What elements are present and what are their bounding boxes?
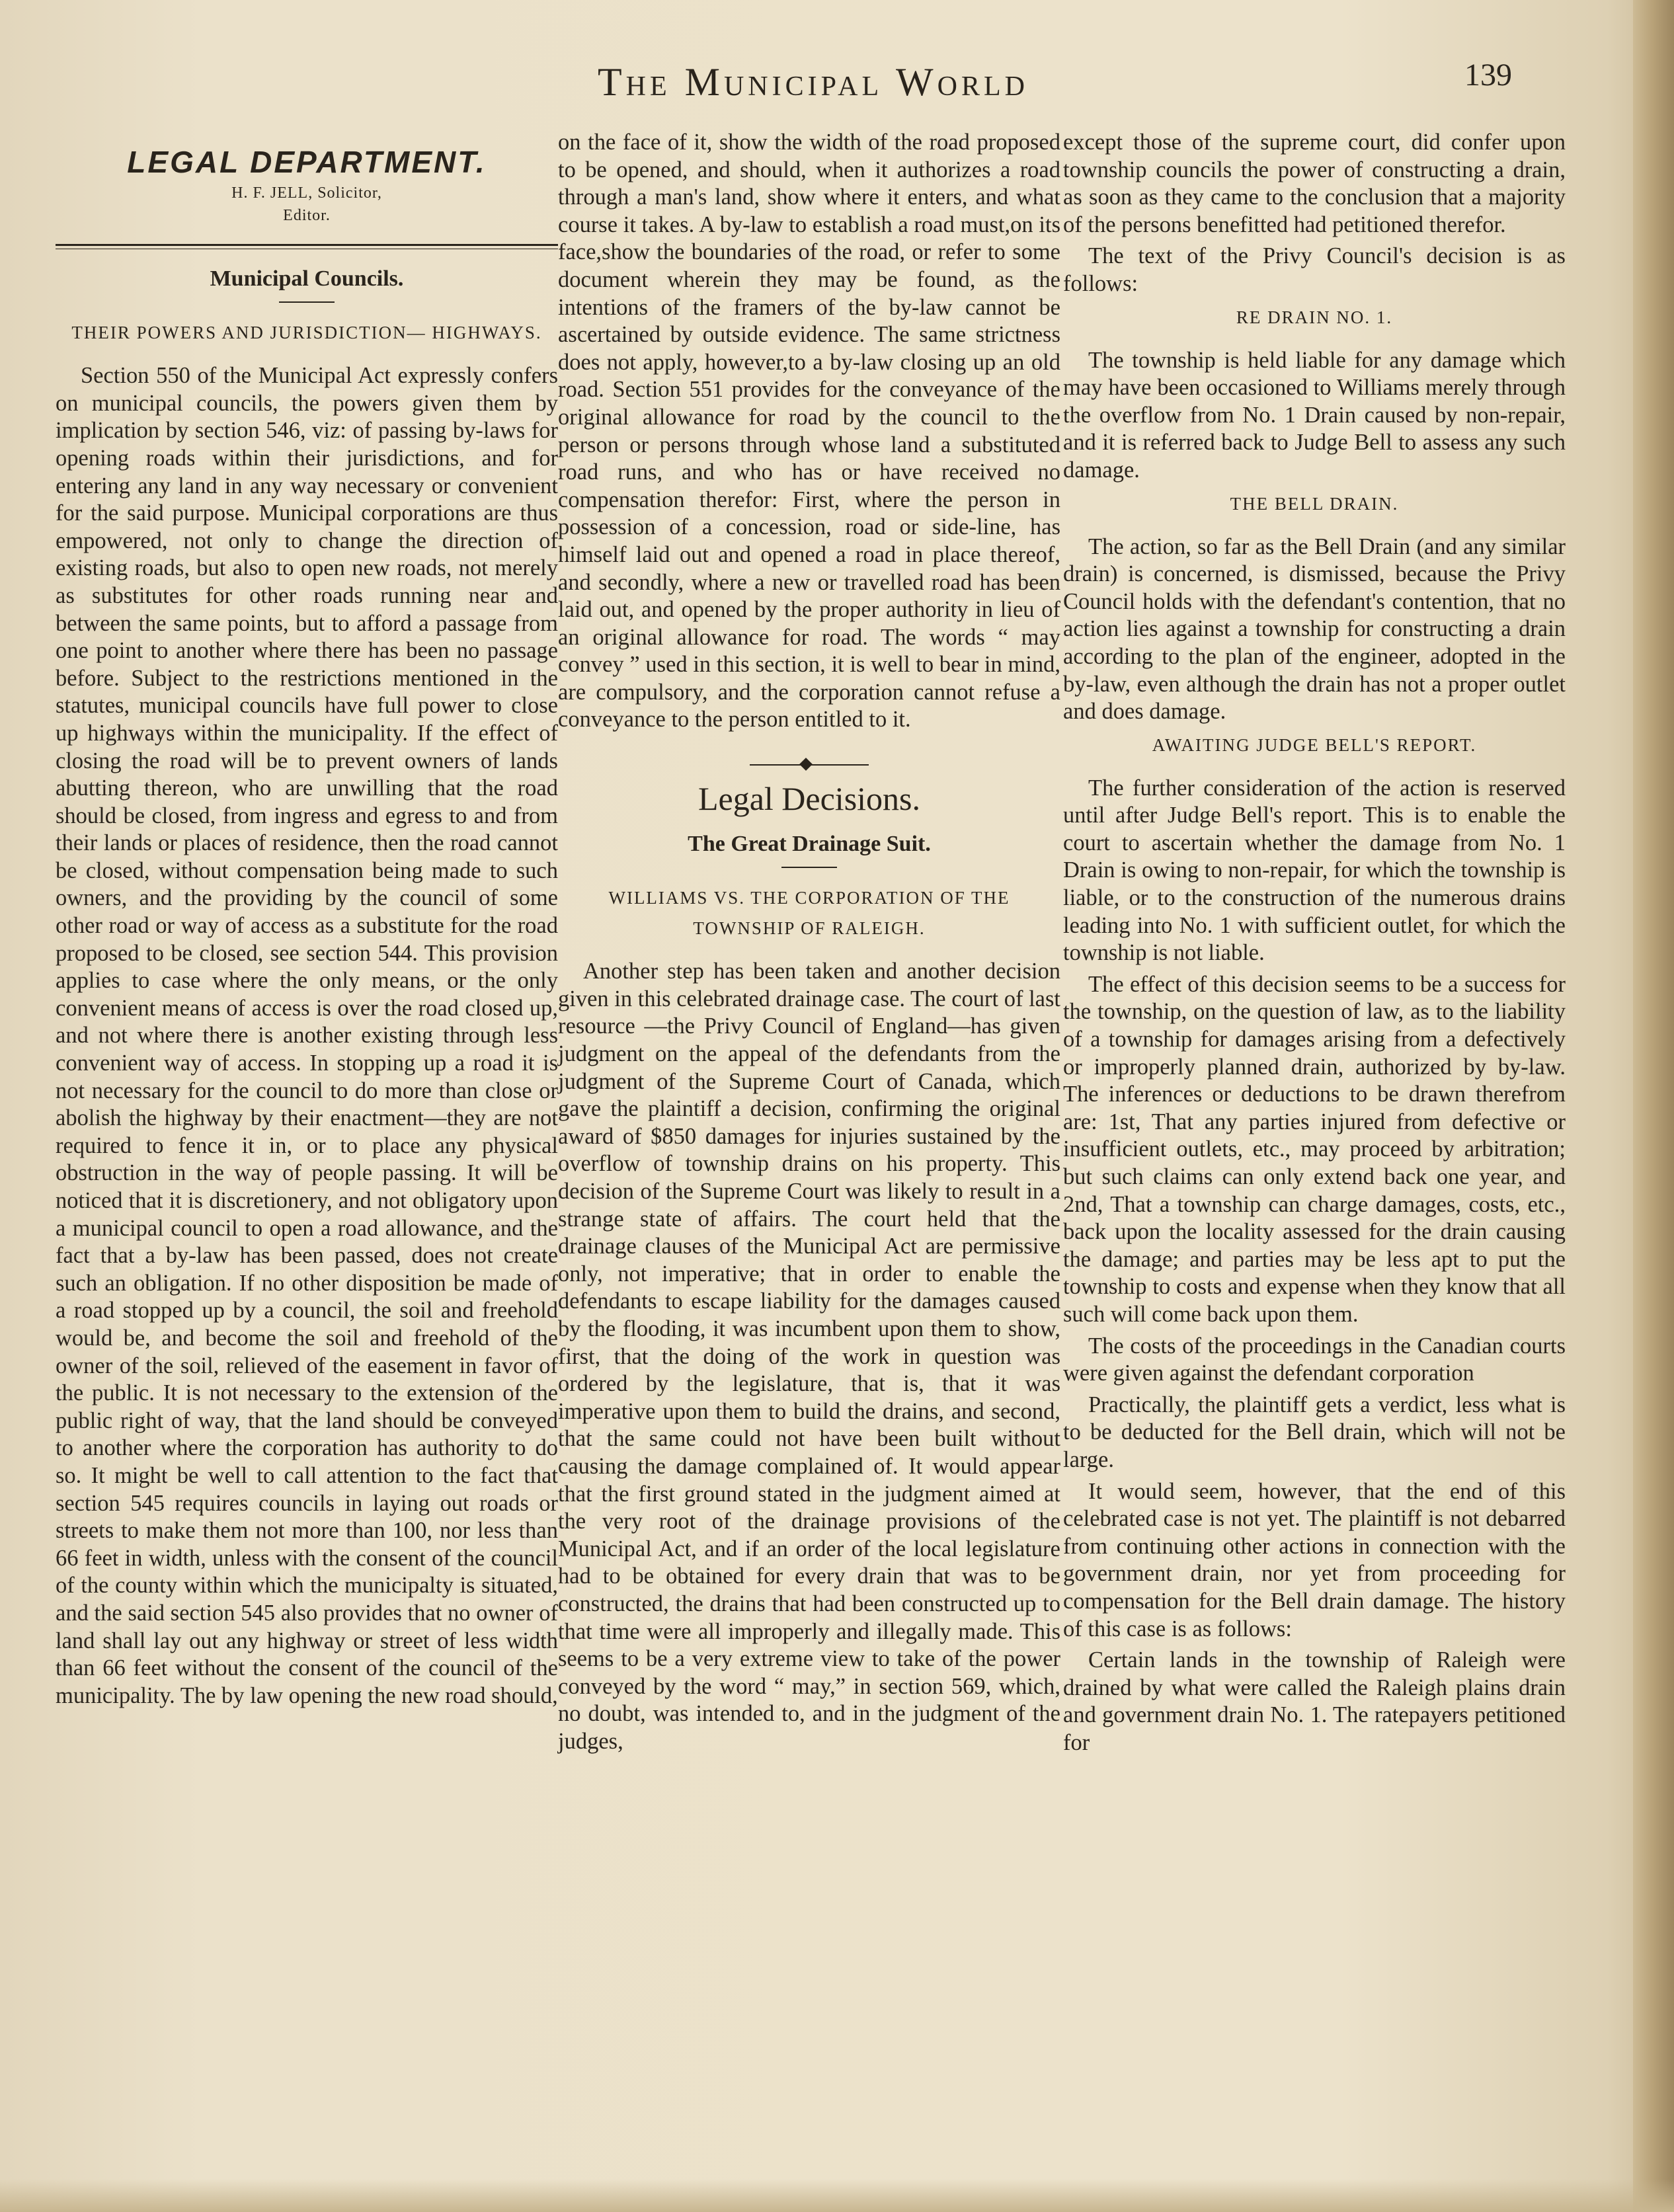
- column-2: [558, 129, 1060, 1759]
- paragraph: Certain lands in the township of Raleigh were drained by what were called the Raleigh plains drain and government drain No. 1. The ratepayers petitioned for: [1063, 1647, 1566, 1755]
- heading-rule: [279, 301, 335, 303]
- department-title: LEGAL DEPARTMENT.: [127, 145, 487, 179]
- drainage-suit-heading: The Great Drainage Suit.: [688, 831, 931, 856]
- page-edge-shadow: [1633, 0, 1674, 2212]
- bell-drain-heading: THE BELL DRAIN.: [1230, 493, 1399, 514]
- department-byline: H. F. JELL, Solicitor,: [231, 184, 382, 202]
- paragraph: It would seem, however, that the end of this celebrated case is not yet. The plaintiff is not debarred from continuing other actions in connection with the government drain, nor yet from proceeding for compensation for the Bell drain damage. The history of this case is as follows:: [1063, 1478, 1566, 1641]
- paragraph: The effect of this decision seems to be a success for the township, on the question of law, as to the liability of a township for damages arising from a defectively or improperly planned drain, authorized by by-law. The inferences or deductions to be drawn therefrom are: 1st, That any parties injured from defective or insufficient outlets, etc., may proceed by arbitration; but such claims can only extend back one year, and 2nd, That a township can charge damages, costs, etc., back upon the locality assessed for the drain causing the damage; and parties may be less apt to put the township to costs and expense when they know that all such will come back upon them.: [1063, 971, 1566, 1327]
- article-subheading: THEIR POWERS AND JURISDICTION— HIGHWAYS.: [71, 323, 542, 343]
- column-3: [1063, 129, 1566, 1760]
- page-bottom-shadow: [0, 2179, 1674, 2212]
- heading-rule: [781, 867, 837, 868]
- column-1: [56, 129, 558, 1714]
- paragraph: except those of the supreme court, did confer upon township councils the power of constructing a drain, as soon as they came to the conclusion that a majority of the persons benefitted had petitioned therefor.: [1063, 130, 1566, 237]
- paragraph: on the face of it, show the width of the road proposed to be opened, and should, when it authorizes a road through a man's land, show where it enters, and what course it takes. A by-law to establish a road must,on its face,show the boundaries of the road, or refer to some document wherein they may be found, as the intentions of the framers of the by-law cannot be ascertained by outside evidence. The same strictness does not apply, however,to a by-law closing up an old road. Section 551 provides for the conveyance of the original allowance for road by the council to the person or persons through whose land a substituted road runs, and who has or have received no compensation therefor: First, where the person in possession of a concession, road or side-line, has himself laid out and opened a road in place thereof, and secondly, where a new or travelled road has been laid out, and opened by the proper authority in lieu of an original allowance for road. The words “ may convey ” used in this section, it is well to bear in mind, are compulsory, and the corporation cannot refuse a conveyance to the person entitled to it.: [558, 130, 1060, 732]
- paragraph: The text of the Privy Council's decision is as follows:: [1063, 243, 1566, 296]
- paragraph: The township is held liable for any damage which may have been occasioned to Williams merely through the overflow from No. 1 Drain caused by non-repair, and it is referred back to Judge Bell to assess any such damage.: [1063, 347, 1566, 483]
- drain-no1-heading: RE DRAIN NO. 1.: [1236, 307, 1393, 327]
- article-heading: Municipal Councils.: [210, 266, 404, 291]
- masthead: The Municipal World: [597, 60, 1029, 104]
- ornament-divider: [750, 759, 869, 771]
- section-divider: [56, 244, 558, 249]
- awaiting-report-heading: AWAITING JUDGE BELL'S REPORT.: [1152, 734, 1477, 755]
- paragraph: The costs of the proceedings in the Canadian courts were given against the defendant corporation: [1063, 1333, 1566, 1386]
- paragraph: Section 550 of the Municipal Act expressly confers on municipal councils, the powers given them by implication by section 546, viz: of passing by-laws for opening roads within their jurisdictions, and for entering any land in any way necessary or convenient for the said purpose. Municipal corporations are thus empowered, not only to change the direction of existing roads, but also to open new roads, not merely as substitutes for other roads running near and between the same points, but to afford a passage from one point to another where there has been no passage before. Subject to the restrictions mentioned in the statutes, municipal councils have full power to close up highways within the municipality. If the effect of closing the road will be to prevent owners of lands abutting thereon, who are unwilling that the road should be closed, from ingress and egress to and from their lands or places of residence, then the road cannot be closed, without compensation being made to such owners, and the providing by the council of some other road or way of access as a substitute for the road proposed to be closed, see section 544. This provision applies to case where the only means, or the only convenient means of access is over the road closed up, and not where there is another existing through less convenient way of access. In stopping up a road it is not necessary for the council to do more than close or abolish the highway by their enactment—they are not required to fence it in, or to place any physical obstruction in the way of people passing. It will be noticed that it is discretionery, and not obligatory upon a municipal council to open a road allowance, and the fact that a by-law has been passed, does not create such an obligation. If no other disposition be made of a road stopped up by a council, the soil and freehold would be, and become the soil and freehold of the owner of the soil, relieved of the easement in favor of the public. It is not necessary to the extension of the public right of way, that the land should be conveyed to another where the corporation has authority to do so. It might be well to call attention to the fact that section 545 requires councils in laying out roads or streets to make them not more than 100, nor less than 66 feet in width, unless with the consent of the council of the county within which the municipalty is situated, and the said section 545 also provides that no owner of land shall lay out any highway or street of less width than 66 feet without the consent of the council of the municipality. The by law opening the new road should,: [56, 363, 558, 1708]
- paragraph: Practically, the plaintiff gets a verdict, less what is to be deducted for the Bell drain, which will not be large.: [1063, 1392, 1566, 1472]
- legal-decisions-heading: Legal Decisions.: [698, 780, 920, 818]
- paragraph: The action, so far as the Bell Drain (and any similar drain) is concerned, is dismissed, because the Privy Council holds with the defendant's contention, that no action lies against a township for constructing a drain according to the plan of the engineer, adopted in the by-law, even although the drain has not a proper outlet and does damage.: [1063, 533, 1566, 725]
- paragraph: Another step has been taken and another decision given in this celebrated drainage case. The court of last resource —the Privy Council of England—has given judgment on the appeal of the defendants from the judgment of the Supreme Court of Canada, which gave the plaintiff a decision, confirming the original award of $850 damages for injuries sustained by the overflow of township drains on his property. This decision of the Supreme Court was likely to result in a strange state of affairs. The court held that the drainage clauses of the Municipal Act are permissive only, not imperative; that in order to enable the defendants to escape liability for the damages caused by the flooding, it was incumbent upon them to show, first, that the doing of the work in question was ordered by the legislature, that is, that it was imperative upon them to build the drains, and second, that the same could not have been built without causing the damage complained of. It would appear that the first ground stated in the judgment aimed at the very root of the drainage provisions of the Municipal Act, and if an order of the local legislature had to be obtained for every drain that was to be constructed, the drains that had been constructed up to that time were all improperly and illegally made. This seems to be a very extreme view to take of the power conveyed by the word “ may,” in section 569, which, no doubt, was intended to, and in the judgment of the judges,: [558, 959, 1060, 1754]
- case-title: WILLIAMS VS. THE CORPORATION OF THE TOWNSHIP OF RALEIGH.: [608, 888, 1010, 939]
- department-editor: Editor.: [283, 206, 331, 224]
- page-number: 139: [1464, 58, 1512, 93]
- paragraph: The further consideration of the action is reserved until after Judge Bell's report. This is to enable the court to ascertain whether the damage from No. 1 Drain is owing to non-repair, for which the township is liable, or to the construction of the numerous drains leading into No. 1 with sufficient outlet, for which the township is not liable.: [1063, 775, 1566, 966]
